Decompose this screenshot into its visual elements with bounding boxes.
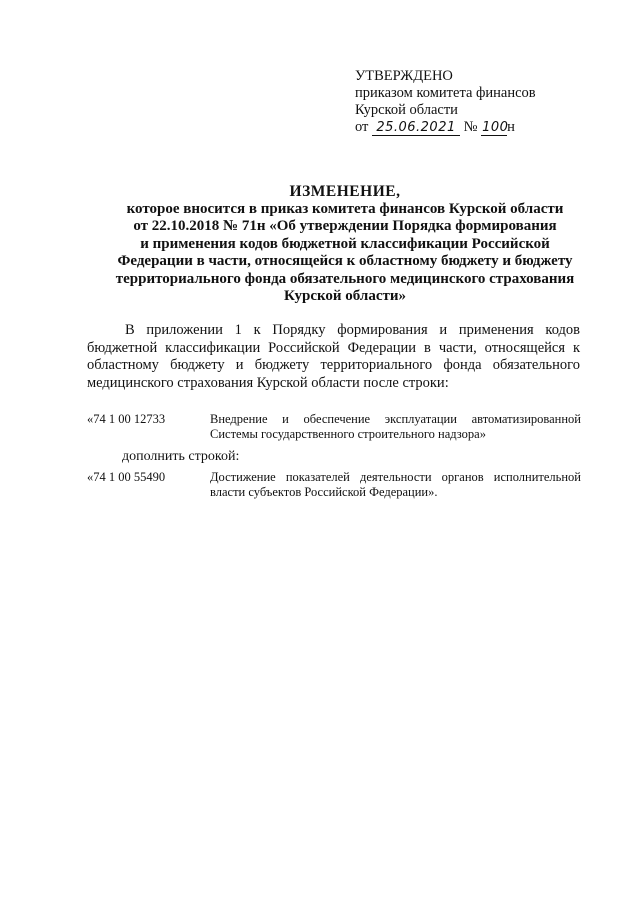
code-row-old-description: Внедрение и обеспечение эксплуатации автоматизированной Системы государственного строительного надзора» [210,412,581,441]
approval-block [355,68,625,136]
title-line-6: Курской области» [283,288,407,304]
title-line-5: территориального фонда обязательного медицинского страхования [115,270,575,287]
code-row-new-code: «74 1 00 55490 [87,470,166,484]
handwritten-date: 25.06.2021 [372,120,460,136]
approval-number-sign: № [463,119,478,135]
title-main: ИЗМЕНЕНИЕ, [289,183,401,200]
handwritten-number: 100 [482,120,509,135]
body-paragraph: В приложении 1 к Порядку формирования и применения кодов бюджетной классификации Российской Федерации в части, относящейся к областному бюджету и бюджету территориального фонда обязательного медицинского страхования Курской области после строки: [87,322,580,391]
approval-heading: УТВЕРЖДЕНО [355,68,453,84]
supplement-text: дополнить строкой: [122,449,240,464]
code-row-old-code: «74 1 00 12733 [87,412,166,426]
title-line-2: от 22.10.2018 № 71н «Об утверждении Порядка формирования [133,218,557,234]
approval-number-suffix: н [507,119,515,135]
title-line-3: и применения кодов бюджетной классификации Российской [140,235,550,252]
title-line-4: Федерации в части, относящейся к областному бюджету и бюджету [117,253,573,269]
approval-order-line: приказом комитета финансов [355,85,536,101]
document-title [60,183,630,306]
approval-region-line: Курской области [355,102,458,118]
approval-date-line [355,119,625,136]
approval-from-prefix: от [355,119,369,135]
code-row-new-description: Достижение показателей деятельности органов исполнительной власти субъектов Российской Федерации». [210,470,581,499]
title-line-1: которое вносится в приказ комитета финансов Курской области [126,200,564,217]
